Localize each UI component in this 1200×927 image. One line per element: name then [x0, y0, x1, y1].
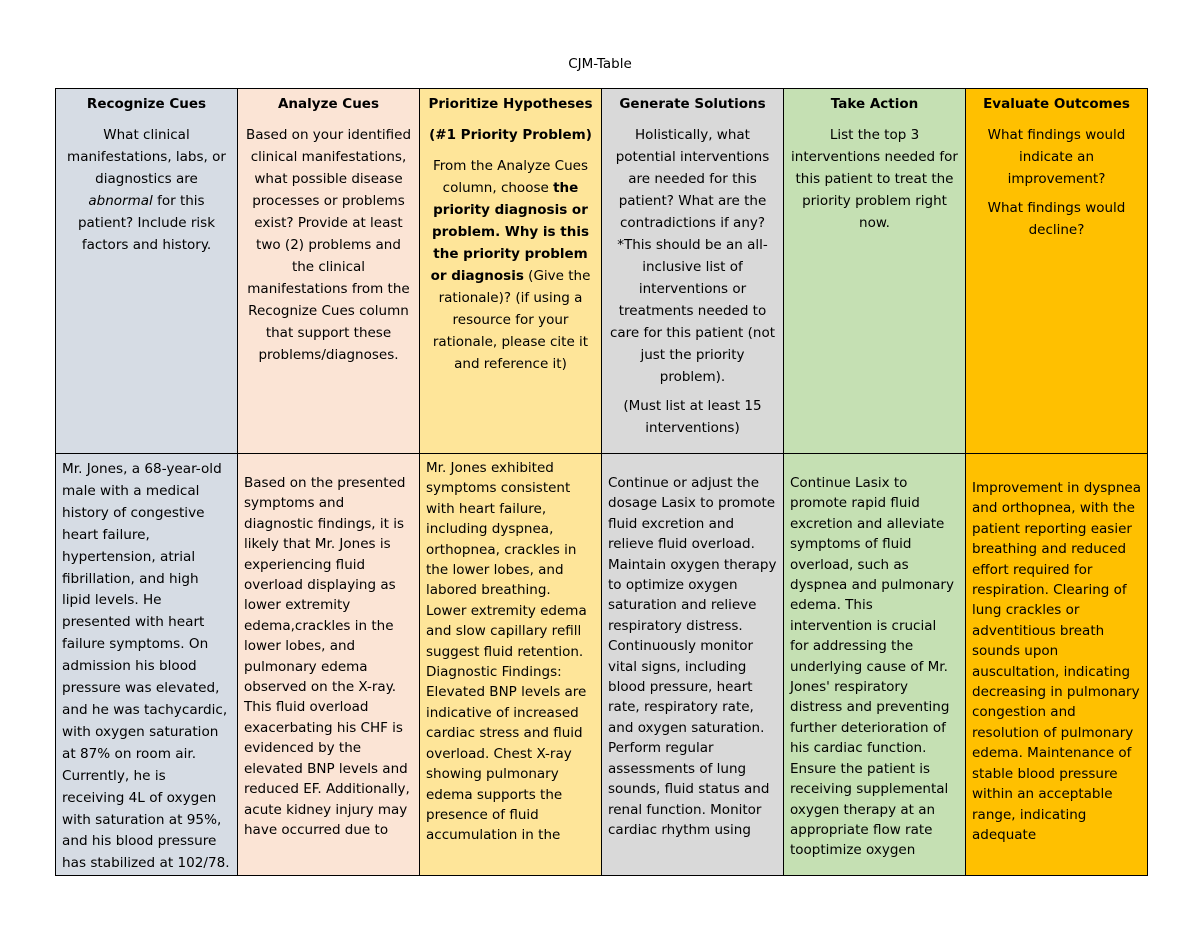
- answer-cell-prioritize-hypotheses: [420, 454, 602, 876]
- header-title: Prioritize Hypotheses: [428, 96, 593, 112]
- answer-text: Mr. Jones, a 68-year-old male with a medical history of congestive heart failure, hypertension, atrial fibrillation, and high lipid levels. He presented with heart failure symptoms. On admission his blood pressure was elevated, and he was tachycardic, with oxygen saturation at 87% on room air. Currently, he is receiving 4L of oxygen with saturation at 95%, and his blood pressure has stabilized at 102/78.: [62, 461, 230, 872]
- header-prompt: What clinical manifestations, labs, or diagnostics are abnormal for this patient? Include risk factors and history.: [67, 127, 226, 253]
- header-cell-take-action: [784, 89, 966, 454]
- answer-text: Based on the presented symptoms and diagnostic findings, it is likely that Mr. Jones is experiencing fluid overload displaying as lower extremity edema,crackles in the lower lobes, and pulmonary edema observed on the X-ray. This fluid overload exacerbating his CHF is evidenced by the elevated BNP levels and reduced EF. Additionally, acute kidney injury may have occurred due to: [244, 475, 410, 838]
- header-subtitle: (#1 Priority Problem): [429, 127, 592, 143]
- header-cell-analyze-cues: [238, 89, 420, 454]
- answer-text: Improvement in dyspnea and orthopnea, with the patient reporting easier breathing and reduced effort required for respiration. Clearing of lung crackles or adventitious breath sounds upon auscultation, indicating decreasing in pulmonary congestion and resolution of pulmonary edema. Maintenance of stable blood pressure within an acceptable range, indicating adequate: [972, 480, 1142, 843]
- header-prompt-2: What findings would decline?: [987, 200, 1126, 238]
- header-title: Take Action: [830, 96, 919, 112]
- cjm-table: [55, 88, 1148, 876]
- header-cell-generate-solutions: [602, 89, 784, 454]
- answer-text: Continue or adjust the dosage Lasix to promote fluid excretion and relieve fluid overload. Maintain oxygen therapy to optimize oxygen saturation and relieve respiratory distress. Continuously monitor vital signs, including blood pressure, heart rate, respiratory rate, and oxygen saturation. Perform regular assessments of lung sounds, fluid status and renal function. Monitor cardiac rhythm using: [608, 475, 777, 838]
- answer-cell-recognize-cues: [56, 454, 238, 876]
- header-title: Recognize Cues: [86, 96, 207, 112]
- header-cell-recognize-cues: [56, 89, 238, 454]
- answer-text: Continue Lasix to promote rapid fluid excretion and alleviate symptoms of fluid overload, such as dyspnea and pulmonary edema. This intervention is crucial for addressing the underlying cause of Mr. Jones' respiratory distress and preventing further deterioration of his cardiac function. Ensure the patient is receiving supplemental oxygen therapy at an appropriate flow rate tooptimize oxygen: [790, 475, 954, 859]
- header-prompt: Holistically, what potential interventions are needed for this patient? What are the contradictions if any? *This should be an all-inclusive list of interventions or treatments needed to care for this patient (not just the priority problem).: [609, 127, 776, 385]
- answer-cell-analyze-cues: [238, 454, 420, 876]
- answer-cell-evaluate-outcomes: [966, 454, 1148, 876]
- header-prompt: Based on your identified clinical manifestations, what possible disease processes or problems exist? Provide at least two (2) problems and the clinical manifestations from the Recognize Cues column that support these problems/diagnoses.: [245, 127, 412, 363]
- header-cell-prioritize-hypotheses: [420, 89, 602, 454]
- answer-text: Mr. Jones exhibited symptoms consistent with heart failure, including dyspnea, orthopnea, crackles in the lower lobes, and labored breathing. Lower extremity edema and slow capillary refill suggest fluid retention. Diagnostic Findings: Elevated BNP levels are indicative of increased cardiac stress and fluid overload. Chest X-ray showing pulmonary edema supports the presence of fluid accumulation in the: [426, 460, 587, 844]
- table-answer-row: [56, 454, 1148, 876]
- header-note: (Must list at least 15 interventions): [623, 398, 762, 436]
- header-cell-evaluate-outcomes: [966, 89, 1148, 454]
- table-header-row: [56, 89, 1148, 454]
- answer-cell-generate-solutions: [602, 454, 784, 876]
- header-prompt: What findings would indicate an improvement?: [987, 127, 1126, 187]
- header-title: Evaluate Outcomes: [983, 96, 1130, 112]
- header-title: Generate Solutions: [619, 96, 766, 112]
- header-prompt: List the top 3 interventions needed for this patient to treat the priority problem right now.: [791, 127, 958, 231]
- document-title: CJM-Table: [568, 56, 632, 72]
- answer-cell-take-action: [784, 454, 966, 876]
- header-title: Analyze Cues: [277, 96, 380, 112]
- header-prompt: From the Analyze Cues column, choose the priority diagnosis or problem. Why is this the priority problem or diagnosis (Give the rationale)? (if using a resource for your rationale, please cite it and reference it): [430, 158, 591, 372]
